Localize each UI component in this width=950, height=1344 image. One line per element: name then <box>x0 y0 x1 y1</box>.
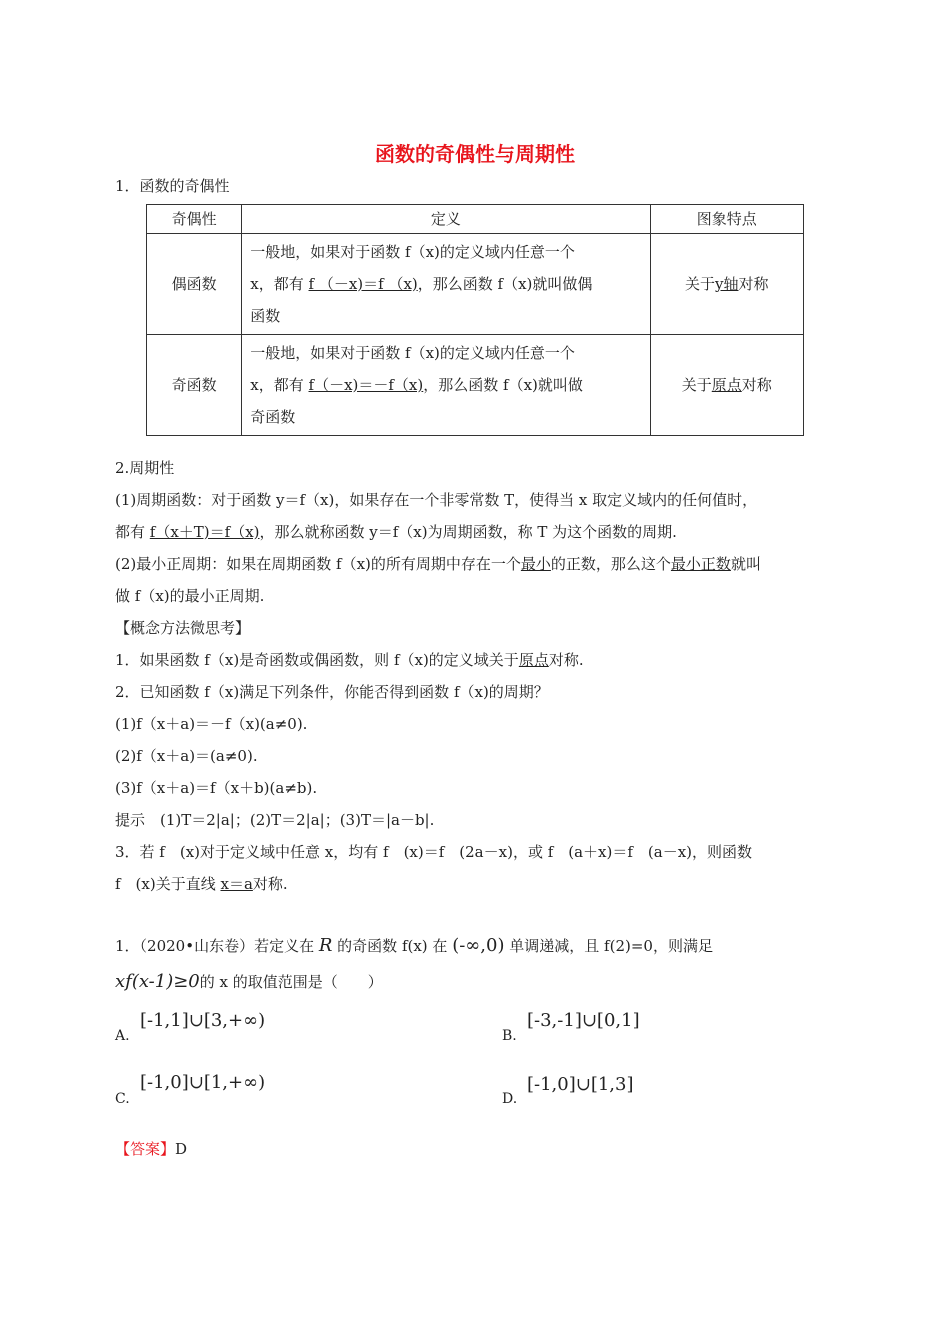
option-a-letter[interactable]: A. <box>115 1028 130 1044</box>
definition-text: x，都有 <box>250 376 309 394</box>
table-header: 图象特点 <box>650 205 803 234</box>
table-header: 定义 <box>242 205 650 234</box>
math-R: R <box>318 935 333 956</box>
parity-table <box>146 204 804 436</box>
math-inequality: xf(x-1)≥0 <box>115 971 200 992</box>
paragraph-line: 做 f（x)的最小正周期. <box>115 587 265 605</box>
paragraph-text: (2)最小正周期：如果在周期函数 f（x)的所有周期中存在一个 <box>115 555 521 573</box>
problem-line <box>115 936 713 956</box>
question-line: 3．若 f (x)对于定义域中任意 x，均有 f (x)＝f (2a－x)，或 f (a＋x)＝f (a－x)，则函数 <box>115 843 753 861</box>
paragraph-line: (1)周期函数：对于函数 y＝f（x)，如果存在一个非零常数 T，使得当 x 取定义域内的任何值时， <box>115 491 758 509</box>
feature-text: 关于 <box>681 376 712 394</box>
section-heading-parity: 1．函数的奇偶性 <box>115 177 230 195</box>
question-text: 对称. <box>252 875 288 893</box>
problem-text: 1．（2020•山东卷）若定义在 <box>115 937 319 955</box>
option-a-expr: [-1,1]∪[3,+∞) <box>140 1010 266 1031</box>
option-c-expr: [-1,0]∪[1,+∞) <box>140 1072 266 1093</box>
table-cell-definition <box>242 234 650 335</box>
table-header-row <box>147 205 804 234</box>
definition-line: 函数 <box>250 307 281 325</box>
feature-key: 原点 <box>711 376 742 394</box>
option-c-letter[interactable]: C. <box>115 1091 130 1107</box>
table-cell-definition <box>242 335 650 436</box>
definition-line: 一般地，如果对于函数 f（x)的定义域内任意一个 <box>250 243 575 261</box>
paragraph-text: 都有 <box>115 523 150 541</box>
underlined-formula: f（x＋T)＝f（x) <box>149 523 260 541</box>
question-text: f (x)关于直线 <box>115 875 221 893</box>
answer-value: D <box>175 1140 188 1158</box>
answer-label: 【答案】 <box>115 1140 176 1158</box>
problem-line <box>115 972 383 992</box>
underlined-term: 最小正数 <box>670 555 731 573</box>
feature-text: 对称 <box>741 376 772 394</box>
definition-text: x，都有 <box>250 275 309 293</box>
problem-text: 单调递减，且 f(2)=0，则满足 <box>504 937 713 955</box>
definition-line: 一般地，如果对于函数 f（x)的定义域内任意一个 <box>250 344 575 362</box>
math-interval: (-∞,0) <box>452 935 505 956</box>
feature-text: 关于 <box>685 275 716 293</box>
paragraph-text: 的正数，那么这个 <box>550 555 671 573</box>
question-text: 1．如果函数 f（x)是奇函数或偶函数，则 f（x)的定义域关于 <box>115 651 519 669</box>
definition-text: ，那么函数 f（x)就叫做偶 <box>417 275 593 293</box>
question-line <box>115 650 584 670</box>
question-subitem: (3)f（x＋a)＝f（x＋b)(a≠b). <box>115 779 318 797</box>
paragraph-line <box>115 522 677 542</box>
table-cell-feature <box>650 234 803 335</box>
problem-text: 的 x 的取值范围是（ ） <box>199 973 383 991</box>
option-b-expr: [-3,-1]∪[0,1] <box>527 1010 640 1031</box>
definition-text: ，那么函数 f（x)就叫做 <box>423 376 583 394</box>
definition-line <box>250 268 641 300</box>
paragraph-text: 就叫 <box>730 555 761 573</box>
underlined-term: 最小 <box>520 555 551 573</box>
page-title: 函数的奇偶性与周期性 <box>375 142 575 166</box>
table-header: 奇偶性 <box>147 205 242 234</box>
table-row <box>147 234 804 335</box>
feature-key: y轴 <box>715 275 739 293</box>
table-row <box>147 335 804 436</box>
question-text: 对称. <box>548 651 584 669</box>
table-cell-name: 偶函数 <box>147 234 242 335</box>
option-d-expr: [-1,0]∪[1,3] <box>527 1074 634 1095</box>
definition-formula: f （－x)＝f （x) <box>308 275 418 293</box>
think-heading: 【概念方法微思考】 <box>115 619 251 637</box>
definition-line <box>250 369 641 401</box>
definition-formula: f（－x)＝－f（x) <box>308 376 424 394</box>
question-subitem: (1)f（x＋a)＝－f（x)(a≠0). <box>115 715 308 733</box>
question-subitem: (2)f（x＋a)＝(a≠0). <box>115 747 258 765</box>
hint-line: 提示 (1)T＝2|a|；(2)T＝2|a|；(3)T＝|a－b|. <box>115 811 435 829</box>
underlined-formula: x＝a <box>220 875 253 893</box>
underlined-term: 原点 <box>518 651 549 669</box>
problem-text: 的奇函数 f(x) 在 <box>332 937 453 955</box>
option-d-letter[interactable]: D. <box>502 1091 518 1107</box>
option-b-letter[interactable]: B. <box>502 1028 517 1044</box>
question-line: 2．已知函数 f（x)满足下列条件，你能否得到函数 f（x)的周期？ <box>115 683 549 701</box>
paragraph-text: ，那么就称函数 y＝f（x)为周期函数，称 T 为这个函数的周期. <box>259 523 677 541</box>
table-cell-feature <box>650 335 803 436</box>
question-line <box>115 874 288 894</box>
paragraph-line <box>115 554 761 574</box>
section-heading-period: 2.周期性 <box>115 459 175 477</box>
table-cell-name: 奇函数 <box>147 335 242 436</box>
definition-line: 奇函数 <box>250 408 296 426</box>
answer <box>115 1138 187 1159</box>
feature-text: 对称 <box>738 275 769 293</box>
